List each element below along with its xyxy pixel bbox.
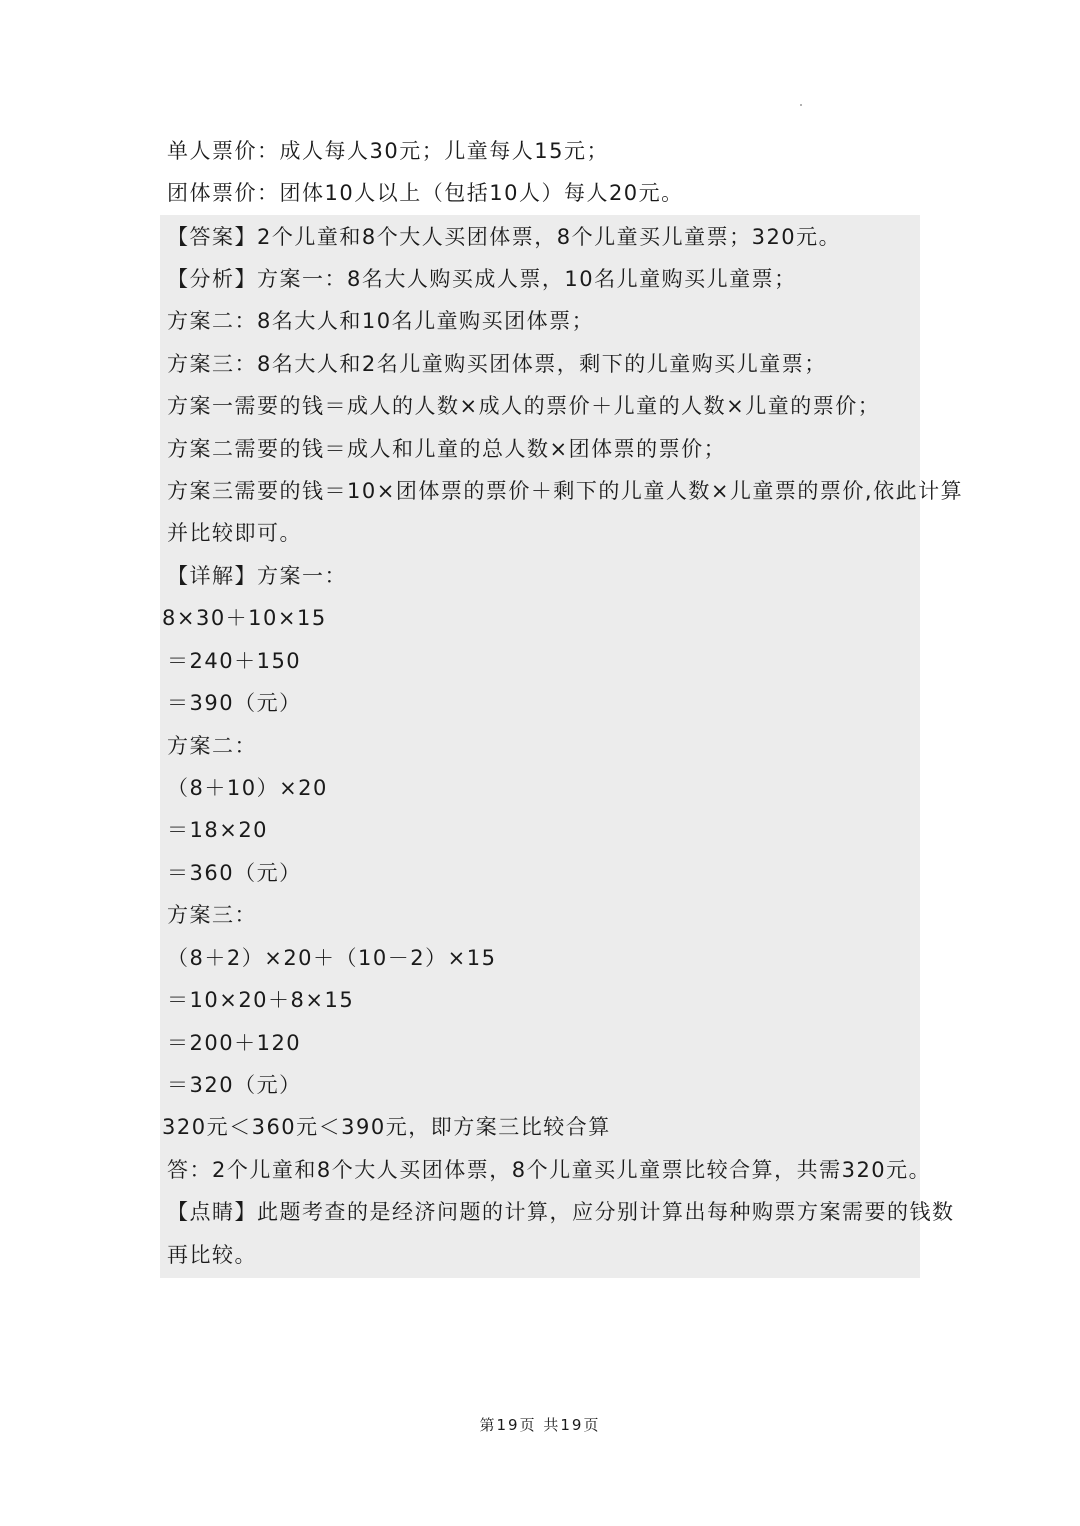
plan-three-calculation-step-1: （8＋2）×20＋（10－2）×15 xyxy=(167,946,497,970)
analysis-plan-three-line: 方案三：8名大人和2名儿童购买团体票，剩下的儿童购买儿童票； xyxy=(167,352,827,376)
plan-one-calculation-step-2: ＝240＋150 xyxy=(167,649,302,673)
group-ticket-price-line: 团体票价：团体10人以上（包括10人）每人20元。 xyxy=(167,181,684,205)
analysis-plan-two-line: 方案二：8名大人和10名儿童购买团体票； xyxy=(167,309,595,333)
key-point-line-continued: 再比较。 xyxy=(167,1243,257,1267)
plan-three-cost-formula-continued: 并比较即可。 xyxy=(167,521,302,545)
answer-line: 【答案】2个儿童和8个大人买团体票，8个儿童买儿童票；320元。 xyxy=(167,225,842,249)
plan-three-cost-formula: 方案三需要的钱＝10×团体票的票价＋剩下的儿童人数×儿童票的票价,依此计算 xyxy=(167,479,964,503)
analysis-plan-one-line: 【分析】方案一：8名大人购买成人票，10名儿童购买儿童票； xyxy=(167,267,797,291)
page-number-footer: 第19页 共19页 xyxy=(479,1416,601,1434)
plan-two-heading: 方案二： xyxy=(167,734,257,758)
plan-two-calculation-step-1: （8＋10）×20 xyxy=(167,776,328,800)
final-answer-line: 答：2个儿童和8个大人买团体票，8个儿童买儿童票比较合算，共需320元。 xyxy=(167,1158,932,1182)
comparison-line: 320元＜360元＜390元，即方案三比较合算 xyxy=(162,1115,611,1139)
plan-two-cost-formula: 方案二需要的钱＝成人和儿童的总人数×团体票的票价； xyxy=(167,437,727,461)
key-point-line: 【点睛】此题考查的是经济问题的计算，应分别计算出每种购票方案需要的钱数 xyxy=(167,1200,955,1224)
scan-speck xyxy=(800,104,802,106)
plan-one-cost-formula: 方案一需要的钱＝成人的人数×成人的票价＋儿童的人数×儿童的票价； xyxy=(167,394,881,418)
plan-two-calculation-step-2: ＝18×20 xyxy=(167,818,269,842)
plan-three-calculation-step-3: ＝200＋120 xyxy=(167,1031,302,1055)
plan-one-calculation-result: ＝390（元） xyxy=(167,691,302,715)
detail-plan-one-heading: 【详解】方案一： xyxy=(167,564,347,588)
plan-one-calculation-step-1: 8×30＋10×15 xyxy=(162,606,327,630)
plan-three-calculation-step-2: ＝10×20＋8×15 xyxy=(167,988,355,1012)
plan-three-calculation-result: ＝320（元） xyxy=(167,1073,302,1097)
single-ticket-price-line: 单人票价：成人每人30元；儿童每人15元； xyxy=(167,139,609,163)
plan-three-heading: 方案三： xyxy=(167,903,257,927)
plan-two-calculation-result: ＝360（元） xyxy=(167,861,302,885)
